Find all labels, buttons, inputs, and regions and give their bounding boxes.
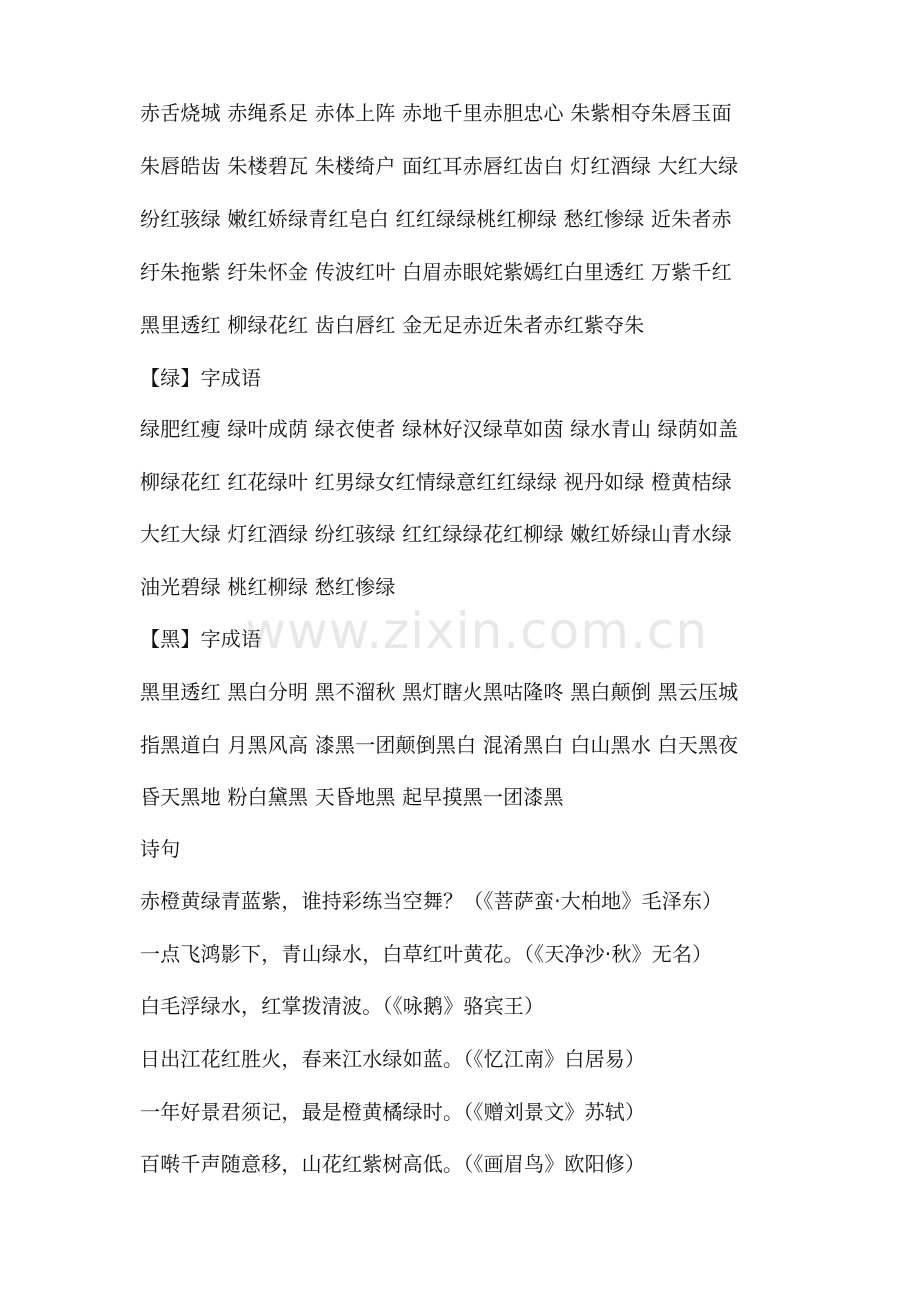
idiom-line: 黑里透红 柳绿花红 齿白唇红 金无足赤近朱者赤红紫夺朱 bbox=[140, 313, 645, 337]
idiom-line: 油光碧绿 桃红柳绿 愁红惨绿 bbox=[140, 575, 396, 599]
idiom-line: 赤舌烧城 赤绳系足 赤体上阵 赤地千里赤胆忠心 朱紫相夺朱唇玉面 bbox=[140, 101, 732, 125]
idiom-line: 朱唇皓齿 朱楼碧瓦 朱楼绮户 面红耳赤唇红齿白 灯红酒绿 大红大绿 bbox=[140, 154, 739, 178]
section-heading-green: 【绿】字成语 bbox=[140, 366, 262, 390]
idiom-line: 绿肥红瘦 绿叶成荫 绿衣使者 绿林好汉绿草如茵 绿水青山 绿荫如盖 bbox=[140, 417, 739, 441]
idiom-line: 指黑道白 月黑风高 漆黑一团颠倒黑白 混淆黑白 白山黑水 白天黑夜 bbox=[140, 733, 739, 757]
idiom-line: 昏天黑地 粉白黛黑 天昏地黑 起早摸黑一团漆黑 bbox=[140, 785, 564, 809]
poem-line: 一年好景君须记，最是橙黄橘绿时。（《赠刘景文》苏轼） bbox=[140, 1100, 646, 1124]
section-heading-black: 【黑】字成语 bbox=[140, 627, 262, 651]
poem-line: 日出江花红胜火，春来江水绿如蓝。（《忆江南》白居易） bbox=[140, 1047, 646, 1071]
watermark: www.zixin.com.cn bbox=[245, 602, 709, 660]
idiom-line: 大红大绿 灯红酒绿 纷红骇绿 红红绿绿花红柳绿 嫩红娇绿山青水绿 bbox=[140, 522, 732, 546]
idiom-line: 柳绿花红 红花绿叶 红男绿女红情绿意红红绿绿 视丹如绿 橙黄桔绿 bbox=[140, 470, 732, 494]
poem-line: 白毛浮绿水，红掌拨清波。（《咏鹅》骆宾王） bbox=[140, 994, 545, 1018]
idiom-line: 纡朱拖紫 纡朱怀金 传波红叶 白眉赤眼姹紫嫣红白里透红 万紫千红 bbox=[140, 260, 732, 284]
idiom-line: 纷红骇绿 嫩红娇绿青红皂白 红红绿绿桃红柳绿 愁红惨绿 近朱者赤 bbox=[140, 207, 732, 231]
poem-line: 赤橙黄绿青蓝紫，谁持彩练当空舞？（《菩萨蛮·大柏地》毛泽东） bbox=[140, 889, 723, 913]
idiom-line: 黑里透红 黑白分明 黑不溜秋 黑灯瞎火黑咕隆咚 黑白颠倒 黑云压城 bbox=[140, 680, 739, 704]
poem-line: 百啭千声随意移，山花红紫树高低。（《画眉鸟》欧阳修） bbox=[140, 1152, 646, 1176]
section-heading-poems: 诗句 bbox=[140, 837, 181, 861]
poem-line: 一点飞鸿影下，青山绿水，白草红叶黄花。（《天净沙·秋》无名） bbox=[140, 942, 713, 966]
